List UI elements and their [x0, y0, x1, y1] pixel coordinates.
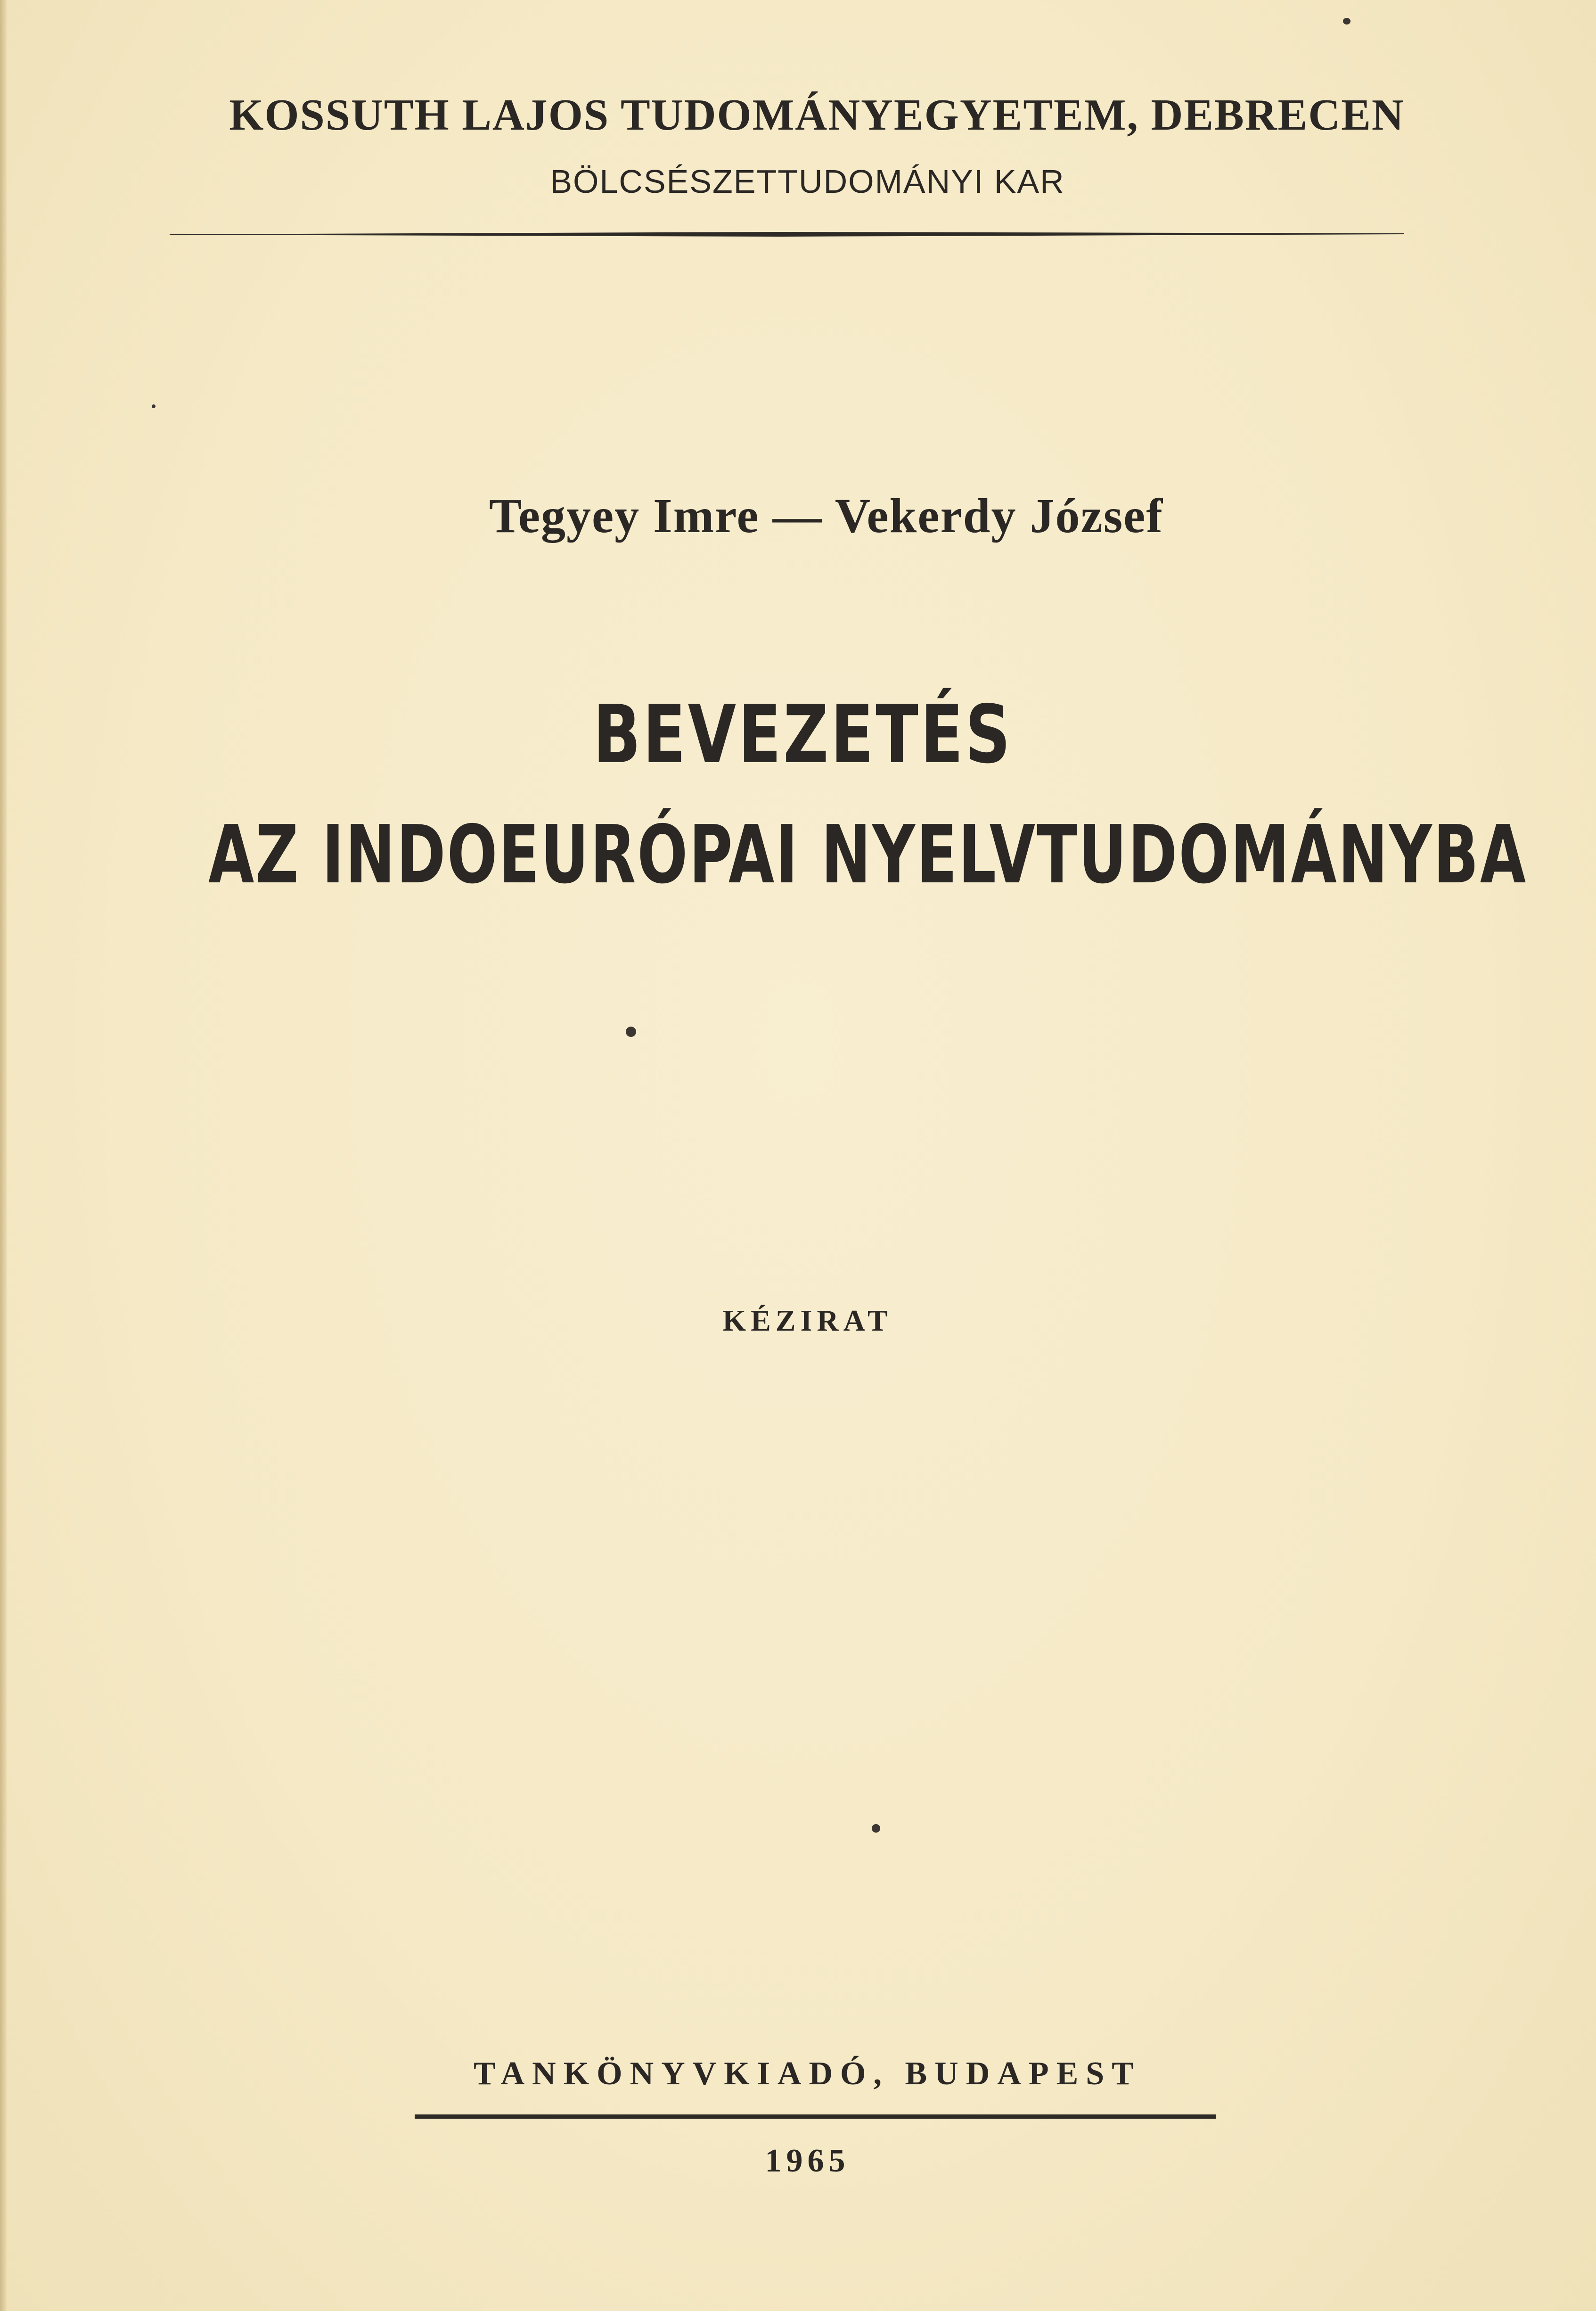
- ink-speck: [152, 404, 156, 408]
- ornament-dot: [626, 1027, 636, 1037]
- book-title-line-1: BEVEZETÉS: [593, 688, 1013, 781]
- publication-year: 1965: [765, 2143, 850, 2179]
- book-title-line-2: AZ INDOEURÓPAI NYELVTUDOMÁNYBA: [208, 808, 1528, 902]
- page-edge-shadow: [0, 0, 7, 2311]
- faculty-name: BÖLCSÉSZETTUDOMÁNYI KAR: [550, 163, 1065, 200]
- ink-speck: [1343, 18, 1350, 25]
- header-rule: [170, 231, 1404, 238]
- footer-rule: [415, 2114, 1216, 2119]
- ink-speck: [872, 1824, 880, 1833]
- manuscript-label: KÉZIRAT: [722, 1304, 892, 1337]
- authors: Tegyey Imre — Vekerdy József: [489, 489, 1163, 543]
- institution-name: KOSSUTH LAJOS TUDOMÁNYEGYETEM, DEBRECEN: [229, 90, 1405, 140]
- publisher-name: TANKÖNYVKIADÓ, BUDAPEST: [474, 2056, 1141, 2092]
